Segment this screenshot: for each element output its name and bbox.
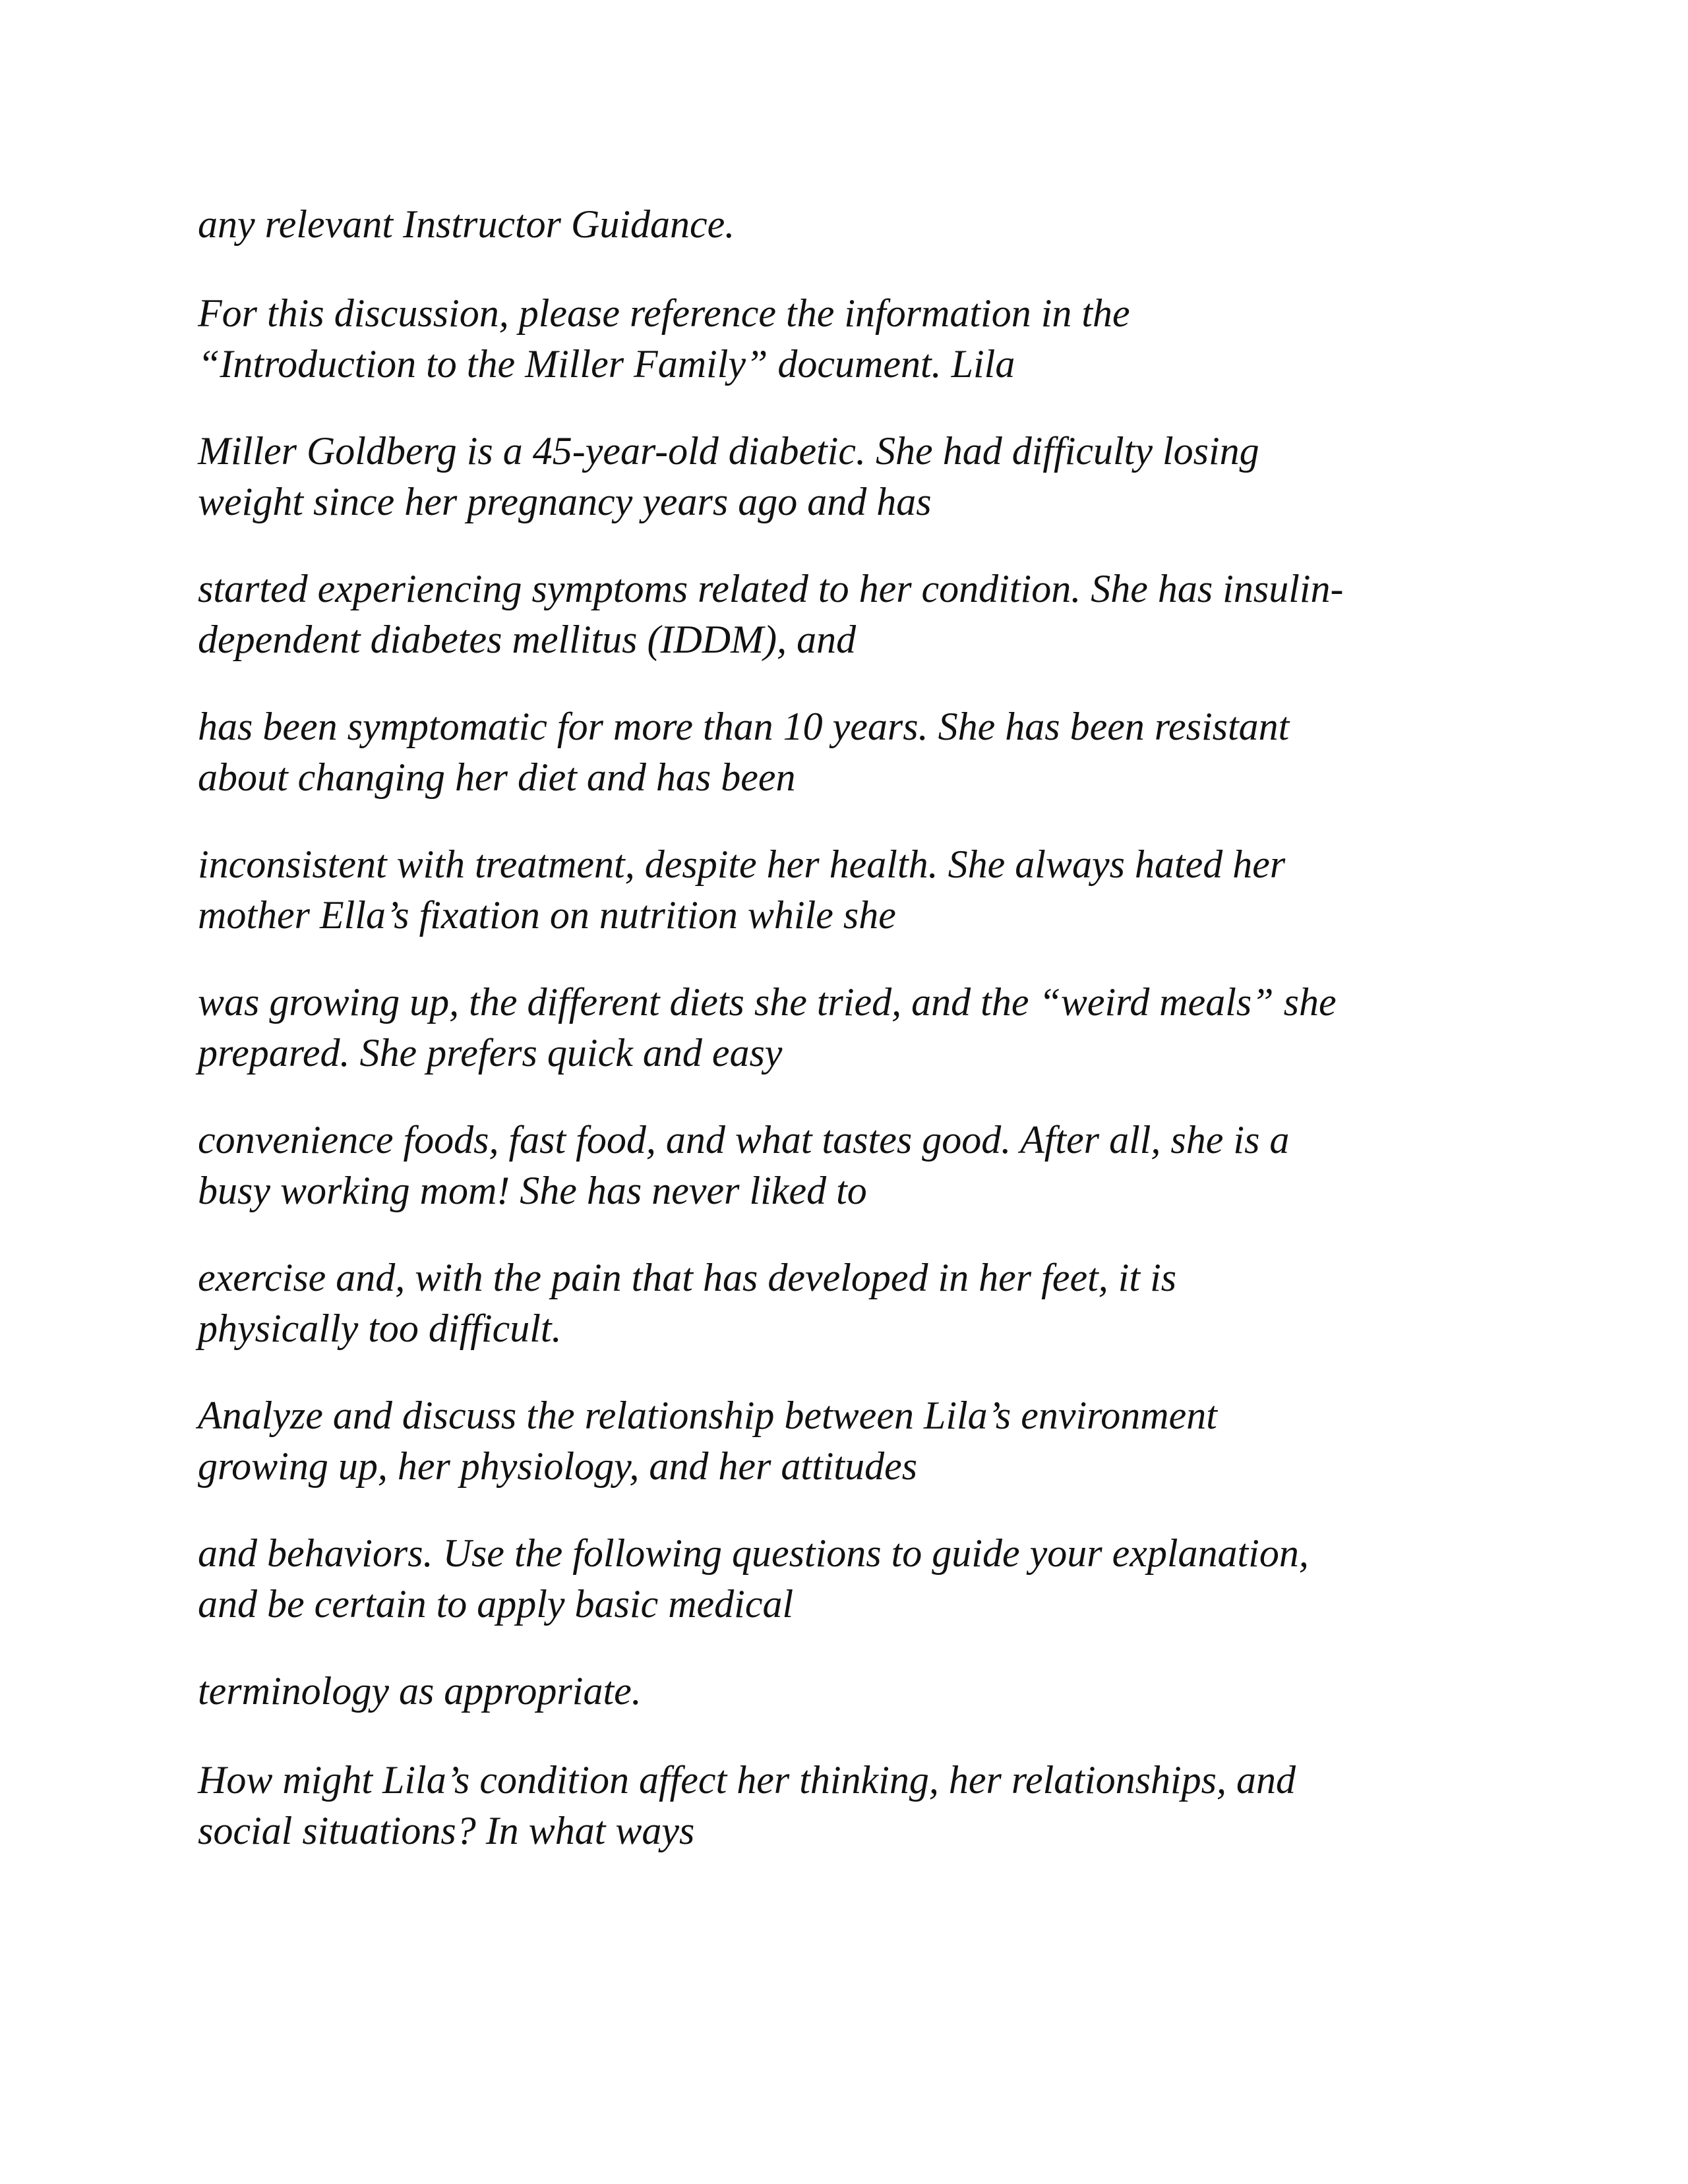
paragraph (198, 426, 1517, 527)
paragraph (198, 199, 1517, 250)
text-line: about changing her diet and has been (198, 755, 796, 799)
text-line: has been symptomatic for more than 10 years. She has been resistant (198, 705, 1290, 748)
text-line: dependent diabetes mellitus (IDDM), and (198, 618, 857, 661)
text-line: and behaviors. Use the following questions to guide your explanation, (198, 1531, 1309, 1575)
text-line: Analyze and discuss the relationship between Lila’s environment (198, 1394, 1217, 1437)
paragraph (198, 1115, 1517, 1216)
text-line: social situations? In what ways (198, 1809, 695, 1852)
text-line: busy working mom! She has never liked to (198, 1169, 867, 1212)
text-line: exercise and, with the pain that has developed in her feet, it is (198, 1256, 1177, 1299)
paragraph (198, 1666, 1517, 1717)
text-line: started experiencing symptoms related to her condition. She has insulin- (198, 567, 1344, 610)
text-line: growing up, her physiology, and her attitudes (198, 1444, 918, 1488)
document-body (198, 199, 1517, 1856)
paragraph (198, 1528, 1517, 1630)
text-line: weight since her pregnancy years ago and has (198, 480, 932, 523)
text-line: “Introduction to the Miller Family” document. Lila (198, 342, 1015, 386)
text-line: inconsistent with treatment, despite her health. She always hated her (198, 842, 1286, 886)
text-line: How might Lila’s condition affect her thinking, her relationships, and (198, 1758, 1296, 1802)
text-line: any relevant Instructor Guidance. (198, 202, 735, 246)
text-line: was growing up, the different diets she tried, and the “weird meals” she (198, 980, 1337, 1024)
text-line: terminology as appropriate. (198, 1669, 642, 1713)
text-line: mother Ella’s fixation on nutrition while she (198, 893, 896, 937)
paragraph (198, 977, 1517, 1078)
text-line: For this discussion, please reference the information in the (198, 291, 1130, 335)
text-line: Miller Goldberg is a 45-year-old diabetic. She had difficulty losing (198, 429, 1259, 473)
text-line: and be certain to apply basic medical (198, 1582, 794, 1626)
paragraph (198, 701, 1517, 803)
text-line: convenience foods, fast food, and what tastes good. After all, she is a (198, 1118, 1290, 1162)
paragraph (198, 1755, 1517, 1856)
paragraph (198, 288, 1517, 390)
text-line: prepared. She prefers quick and easy (198, 1031, 783, 1075)
paragraph (198, 1253, 1517, 1354)
paragraph (198, 1390, 1517, 1492)
paragraph (198, 839, 1517, 941)
paragraph (198, 564, 1517, 665)
text-line: physically too difficult. (198, 1307, 562, 1350)
